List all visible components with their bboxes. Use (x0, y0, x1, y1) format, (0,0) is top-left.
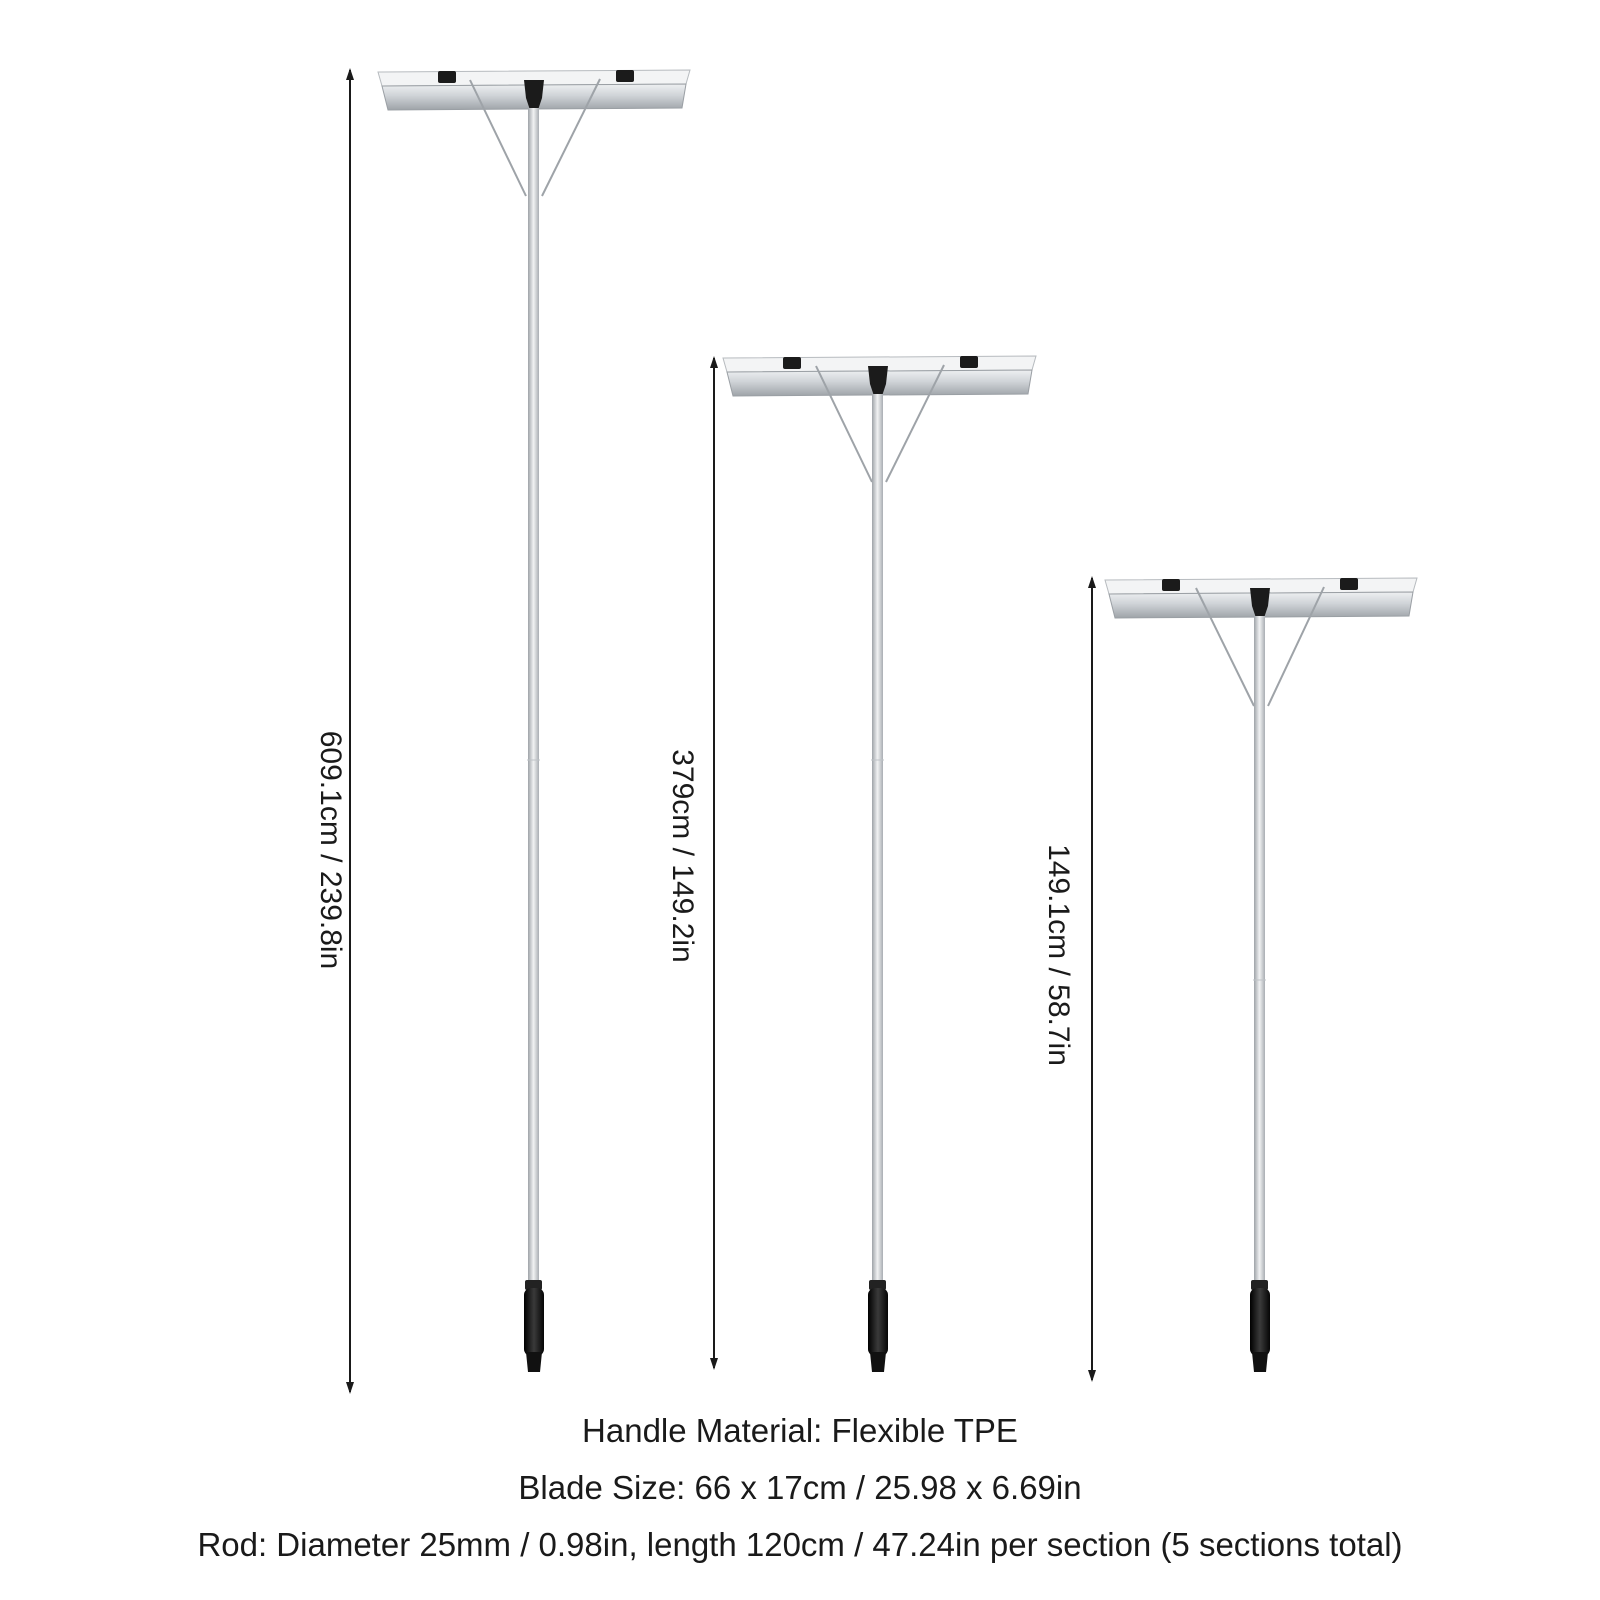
handle-end-cap (870, 1352, 886, 1372)
height-arrow-top (346, 68, 354, 80)
rake-extended-3-sections (710, 356, 1036, 1372)
blade-clip-right (1340, 578, 1358, 590)
blade-clip-left (438, 71, 456, 83)
height-label-rake-2: 379cm / 149.2in (666, 749, 699, 963)
telescopic-pole (872, 394, 883, 1286)
telescopic-pole (1254, 616, 1265, 1286)
handle-grip (524, 1288, 544, 1356)
blade-clip-left (1162, 579, 1180, 591)
rake-extended-1-section (1088, 576, 1417, 1382)
height-arrow-bottom (1088, 1370, 1096, 1382)
height-label-rake-3: 149.1cm / 58.7in (1042, 844, 1075, 1066)
rake-extended-5-sections (346, 68, 690, 1394)
spec-blade-size: Blade Size: 66 x 17cm / 25.98 x 6.69in (518, 1469, 1082, 1506)
handle-grip (1250, 1288, 1270, 1356)
handle-end-cap (1252, 1352, 1268, 1372)
height-label-rake-1: 609.1cm / 239.8in (314, 730, 347, 970)
height-arrow-bottom (346, 1382, 354, 1394)
spec-rod: Rod: Diameter 25mm / 0.98in, length 120cm / 47.24in per section (5 sections total) (197, 1526, 1403, 1563)
blade-clip-right (616, 70, 634, 82)
spec-handle-material: Handle Material: Flexible TPE (582, 1412, 1018, 1449)
height-arrow-top (1088, 576, 1096, 588)
blade-clip-right (960, 356, 978, 368)
height-arrow-top (710, 356, 718, 368)
height-arrow-bottom (710, 1358, 718, 1370)
handle-grip (868, 1288, 888, 1356)
handle-end-cap (526, 1352, 542, 1372)
blade-clip-left (783, 357, 801, 369)
telescopic-pole (528, 108, 539, 1288)
